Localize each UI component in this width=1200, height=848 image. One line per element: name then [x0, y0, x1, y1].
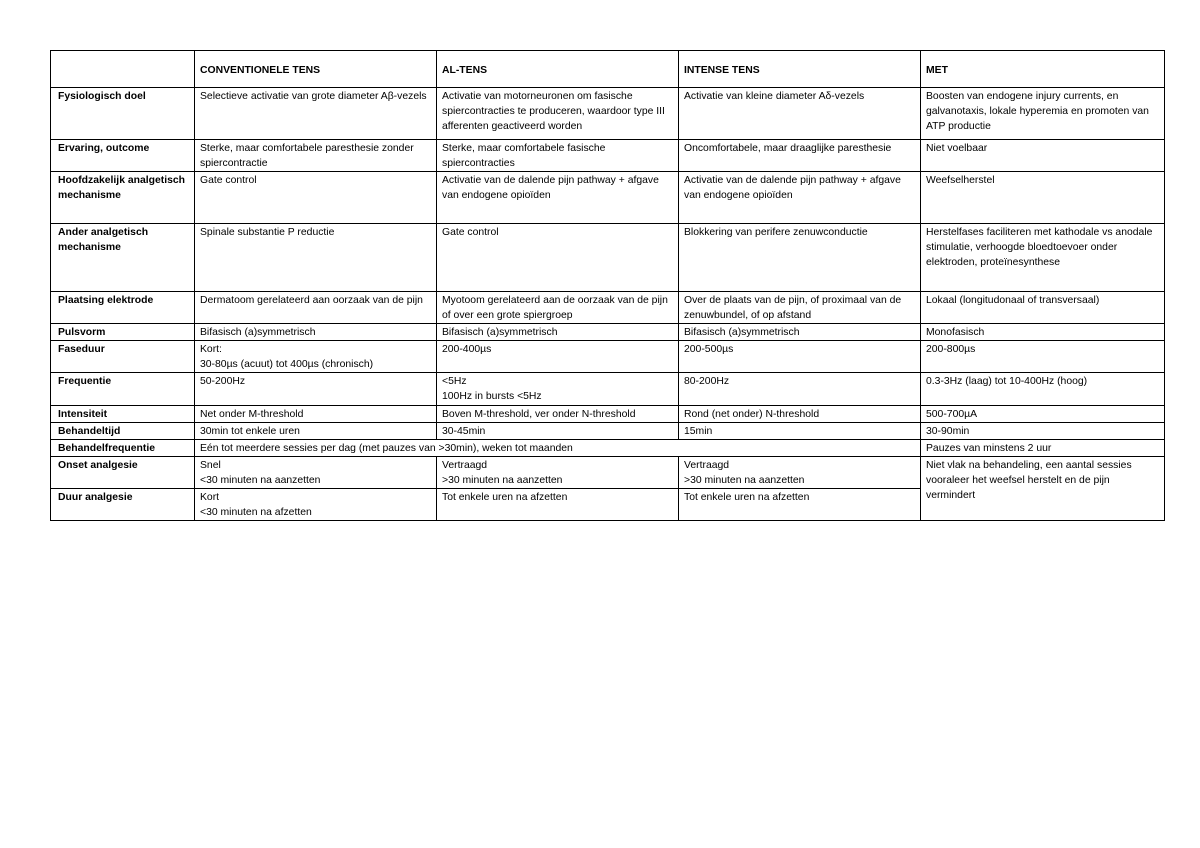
table-row [51, 292, 1165, 324]
cell-text: Monofasisch [926, 327, 985, 338]
cell-al-tens [437, 172, 679, 224]
table-row [51, 324, 1165, 341]
cell-met [921, 224, 1165, 292]
cell-text: Vertraagd [442, 460, 488, 471]
cell-text: Herstelfases faciliteren met kathodale vs anodale stimulatie, verhoogde bloedtoevoer onder elektroden, proteïnesynthese [926, 227, 1156, 268]
cell-text: Myotoom gerelateerd aan de oorzaak van de pijn of over een grote spiergroep [442, 295, 671, 321]
cell-text: <30 minuten na afzetten [200, 507, 312, 518]
row-label: Frequentie [51, 373, 195, 406]
row-label: Hoofdzakelijk analgetisch mechanisme [51, 172, 195, 224]
cell-intense-tens [679, 172, 921, 224]
table-row [51, 440, 1165, 457]
row-label: Ervaring, outcome [51, 140, 195, 172]
cell-conventionele-tens [195, 324, 437, 341]
cell-met [921, 292, 1165, 324]
cell-text: Lokaal (longitudonaal of transversaal) [926, 295, 1100, 306]
cell-al-tens [437, 140, 679, 172]
cell-text: 80-200Hz [684, 376, 730, 387]
cell-intense-tens [679, 224, 921, 292]
cell-text: 30-45min [442, 426, 486, 437]
cell-intense-tens [679, 373, 921, 406]
cell-text: 0.3-3Hz (laag) tot 10-400Hz (hoog) [926, 376, 1088, 387]
cell-text: 15min [684, 426, 713, 437]
cell-text: 200-800µs [926, 344, 976, 355]
cell-text: Over de plaats van de pijn, of proximaal van de zenuwbundel, of op afstand [684, 295, 905, 321]
cell-text: Snel [200, 460, 221, 471]
cell-text: Dermatoom gerelateerd aan oorzaak van de pijn [200, 295, 423, 306]
cell-intense-tens [679, 489, 921, 521]
cell-conventionele-tens [195, 341, 437, 373]
cell-text: Spinale substantie P reductie [200, 227, 335, 238]
cell-al-tens [437, 324, 679, 341]
header-cell-empty [51, 51, 195, 88]
header-conventionele-tens: CONVENTIONELE TENS [195, 51, 437, 88]
header-al-tens: AL-TENS [437, 51, 679, 88]
cell-text: Oncomfortabele, maar draaglijke paresthesie [684, 143, 892, 154]
cell-text: Rond (net onder) N-threshold [684, 409, 820, 420]
cell-text: Boven M-threshold, ver onder N-threshold [442, 409, 636, 420]
table-row [51, 457, 1165, 489]
cell-al-tens [437, 88, 679, 140]
cell-text: 30-90min [926, 426, 970, 437]
cell-met: Niet vlak na behandeling, een aantal sessies vooraleer het weefsel herstelt en de pijn vermindert [921, 457, 1165, 521]
cell-intense-tens [679, 457, 921, 489]
cell-text: Tot enkele uren na afzetten [442, 492, 568, 503]
cell-text: Bifasisch (a)symmetrisch [442, 327, 558, 338]
cell-text: >30 minuten na aanzetten [684, 475, 805, 486]
cell-met [921, 172, 1165, 224]
row-label: Intensiteit [51, 406, 195, 423]
cell-text: Vertraagd [684, 460, 730, 471]
cell-text: Sterke, maar comfortabele paresthesie zonder spiercontractie [200, 143, 417, 169]
cell-text: Bifasisch (a)symmetrisch [684, 327, 800, 338]
table-row [51, 172, 1165, 224]
cell-al-tens [437, 341, 679, 373]
row-label: Behandeltijd [51, 423, 195, 440]
cell-conventionele-tens [195, 292, 437, 324]
row-label: Behandelfrequentie [51, 440, 195, 457]
cell-text: Net onder M-threshold [200, 409, 304, 420]
cell-text: <5Hz [442, 376, 467, 387]
row-label: Duur analgesie [51, 489, 195, 521]
cell-text: 100Hz in bursts <5Hz [442, 391, 542, 402]
table-row [51, 341, 1165, 373]
cell-al-tens [437, 489, 679, 521]
cell-text: Blokkering van perifere zenuwconductie [684, 227, 868, 238]
cell-conventionele-tens [195, 423, 437, 440]
header-met: MET [921, 51, 1165, 88]
cell-text: Boosten van endogene injury currents, en galvanotaxis, lokale hyperemia en promoten van ATP productie [926, 91, 1152, 132]
tens-comparison-table [50, 50, 1165, 521]
cell-text: Selectieve activatie van grote diameter Aβ-vezels [200, 91, 427, 102]
cell-text: Kort: [200, 344, 222, 355]
cell-intense-tens [679, 406, 921, 423]
cell-intense-tens [679, 423, 921, 440]
cell-al-tens [437, 373, 679, 406]
cell-text: 30min tot enkele uren [200, 426, 300, 437]
cell-al-tens [437, 224, 679, 292]
row-label: Onset analgesie [51, 457, 195, 489]
table-row [51, 423, 1165, 440]
row-label: Fysiologisch doel [51, 88, 195, 140]
cell-text: Tot enkele uren na afzetten [684, 492, 810, 503]
cell-intense-tens [679, 88, 921, 140]
cell-met [921, 341, 1165, 373]
row-label: Plaatsing elektrode [51, 292, 195, 324]
cell-al-tens [437, 423, 679, 440]
cell-conventionele-tens [195, 140, 437, 172]
cell-intense-tens [679, 341, 921, 373]
table-row [51, 406, 1165, 423]
cell-text: Bifasisch (a)symmetrisch [200, 327, 316, 338]
cell-text: Gate control [200, 175, 257, 186]
cell-al-tens [437, 406, 679, 423]
cell-conventionele-tens [195, 88, 437, 140]
cell-text: Weefselherstel [926, 175, 995, 186]
table-row [51, 373, 1165, 406]
cell-text: 200-500µs [684, 344, 734, 355]
cell-conventionele-tens [195, 373, 437, 406]
table-body [51, 51, 1165, 521]
table-row [51, 140, 1165, 172]
cell-text: 200-400µs [442, 344, 492, 355]
row-label: Faseduur [51, 341, 195, 373]
cell-intense-tens [679, 140, 921, 172]
cell-conventionele-tens [195, 172, 437, 224]
cell-text: <30 minuten na aanzetten [200, 475, 321, 486]
cell-text: Activatie van kleine diameter Aδ-vezels [684, 91, 865, 102]
cell-conventionele-tens [195, 224, 437, 292]
cell-met [921, 406, 1165, 423]
cell-conventionele-tens [195, 457, 437, 489]
cell-met [921, 373, 1165, 406]
cell-al-tens [437, 292, 679, 324]
cell-text: Niet voelbaar [926, 143, 988, 154]
table-header-row [51, 51, 1165, 88]
cell-text: Gate control [442, 227, 499, 238]
cell-merged-tens: Eén tot meerdere sessies per dag (met pauzes van >30min), weken tot maanden [195, 440, 921, 457]
cell-text: Activatie van de dalende pijn pathway + afgave van endogene opioïden [442, 175, 662, 201]
cell-met [921, 88, 1165, 140]
cell-met: Pauzes van minstens 2 uur [921, 440, 1165, 457]
cell-met [921, 324, 1165, 341]
table-row [51, 88, 1165, 140]
cell-met [921, 140, 1165, 172]
cell-text: Sterke, maar comfortabele fasische spiercontracties [442, 143, 609, 169]
cell-text: 50-200Hz [200, 376, 246, 387]
cell-conventionele-tens [195, 406, 437, 423]
cell-text: Activatie van de dalende pijn pathway + afgave van endogene opioïden [684, 175, 904, 201]
cell-text: 500-700µA [926, 409, 978, 420]
cell-al-tens [437, 457, 679, 489]
table-row [51, 224, 1165, 292]
row-label: Pulsvorm [51, 324, 195, 341]
header-intense-tens: INTENSE TENS [679, 51, 921, 88]
row-label: Ander analgetisch mechanisme [51, 224, 195, 292]
cell-text: Activatie van motorneuronen om fasische spiercontracties te produceren, waardoor type III afferenten geactiveerd worden [442, 91, 668, 132]
cell-intense-tens [679, 292, 921, 324]
cell-intense-tens [679, 324, 921, 341]
cell-conventionele-tens [195, 489, 437, 521]
cell-met [921, 423, 1165, 440]
cell-text: Kort [200, 492, 220, 503]
cell-text: >30 minuten na aanzetten [442, 475, 563, 486]
cell-text: 30-80µs (acuut) tot 400µs (chronisch) [200, 359, 374, 370]
